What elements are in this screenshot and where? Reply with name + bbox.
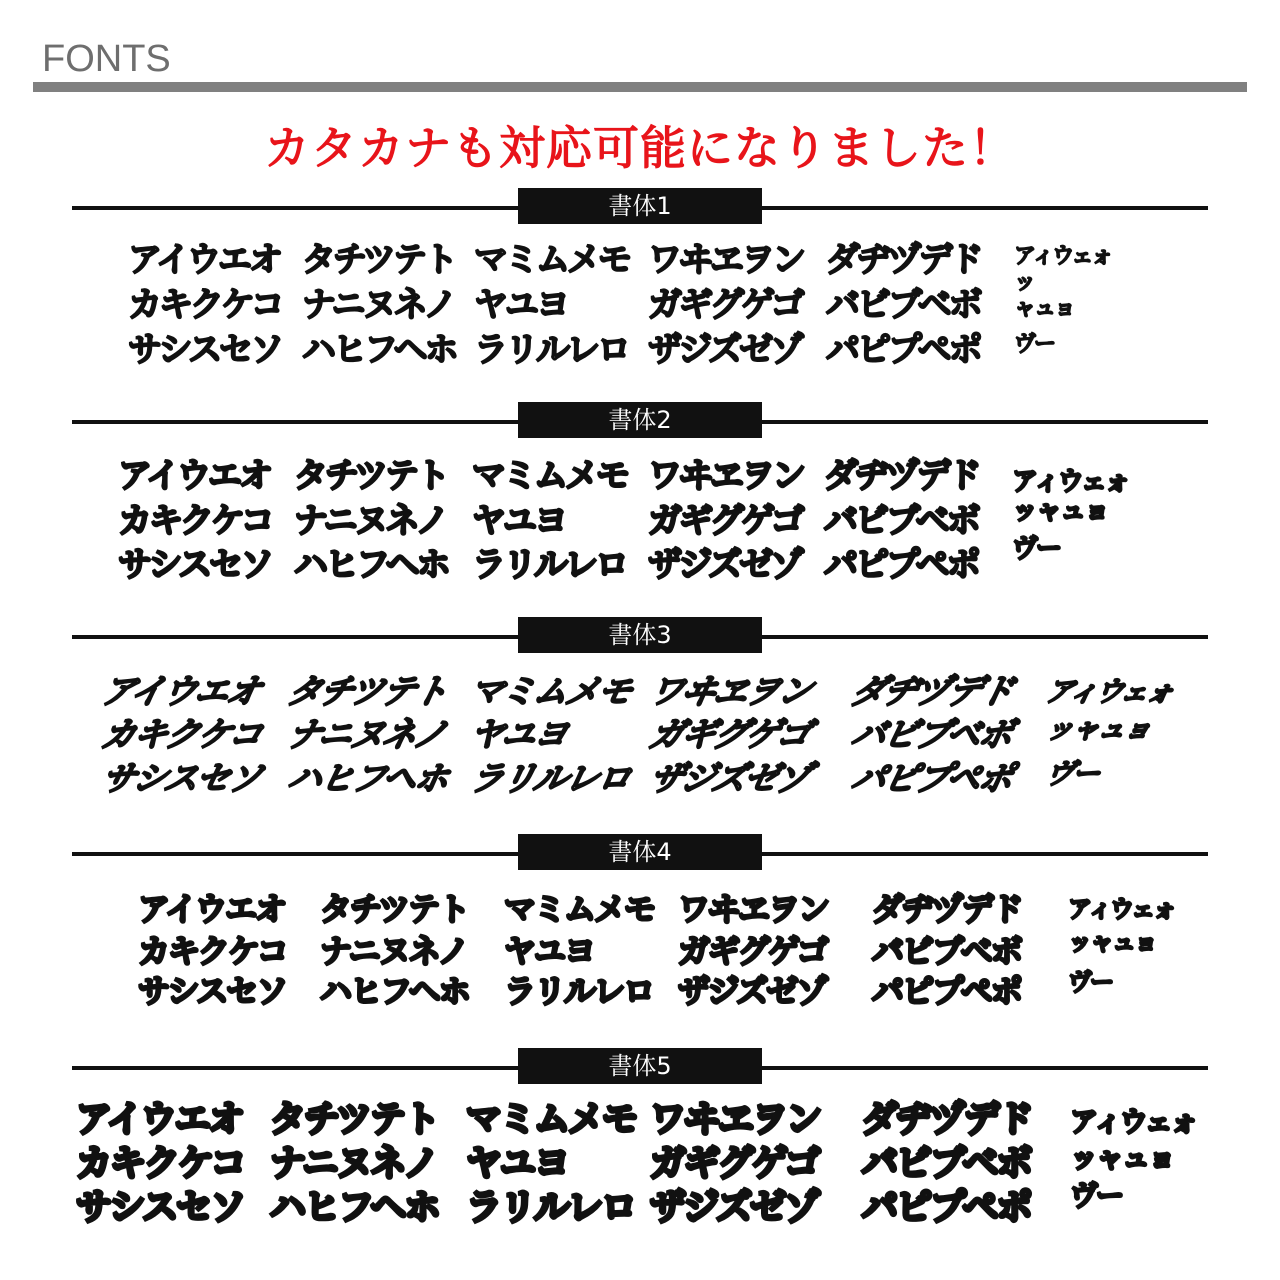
kana-sample: ハヒフヘホ bbox=[294, 545, 448, 585]
kana-sample: ガギグゲゴ bbox=[648, 285, 802, 325]
kana-sample: ナニヌネノ bbox=[302, 285, 455, 325]
kana-sample: ナニヌネノ bbox=[270, 1143, 438, 1184]
kana-sample: ッャュョ bbox=[1042, 712, 1154, 745]
section-label: 書体5 bbox=[518, 1048, 762, 1084]
kana-sample: ッ bbox=[1014, 270, 1035, 295]
section-label: 書体3 bbox=[518, 617, 762, 653]
kana-sample: ダヂヅデド bbox=[826, 240, 981, 280]
kana-sample: ラリルレロ bbox=[504, 972, 654, 1010]
kana-sample: パピプペポ bbox=[824, 545, 978, 585]
kana-sample: ワヰヱヲン bbox=[678, 890, 829, 928]
kana-sample: タチツテト bbox=[294, 456, 447, 496]
kana-sample: タチツテト bbox=[270, 1099, 438, 1140]
kana-sample: カキクケコ bbox=[138, 932, 287, 970]
kana-sample: サシスセソ bbox=[138, 972, 287, 1010]
kana-sample: ヤユヨ bbox=[474, 285, 567, 325]
kana-sample: ヴー bbox=[1068, 968, 1112, 996]
kana-sample: タチツテト bbox=[283, 672, 451, 712]
kana-sample: サシスセソ bbox=[128, 330, 282, 370]
kana-sample: アイウエオ bbox=[128, 240, 280, 280]
kana-sample: ザジズゼゾ bbox=[678, 972, 827, 1010]
kana-sample: タチツテト bbox=[302, 240, 455, 280]
kana-sample: ヤユヨ bbox=[504, 932, 595, 970]
section-label: 書体2 bbox=[518, 402, 762, 438]
kana-sample: ザジズゼゾ bbox=[650, 1187, 819, 1228]
kana-sample: アイウエオ bbox=[76, 1099, 243, 1140]
kana-sample: マミムメモ bbox=[474, 240, 629, 280]
kana-sample: パピプペポ bbox=[826, 330, 980, 370]
kana-sample: ラリルレロ bbox=[465, 759, 634, 799]
kana-sample: ッャュョ bbox=[1012, 496, 1109, 526]
kana-sample: ヴー bbox=[1070, 1179, 1123, 1212]
kana-sample: ッャュョ bbox=[1070, 1141, 1175, 1174]
kana-sample: ハヒフヘホ bbox=[270, 1187, 439, 1228]
kana-sample: サシスセソ bbox=[97, 759, 265, 799]
kana-sample: ャュョ bbox=[1014, 296, 1075, 321]
kana-sample: パピプペポ bbox=[847, 759, 1015, 799]
kana-sample: ガギグゲゴ bbox=[650, 1143, 819, 1184]
kana-sample: アイウエオ bbox=[138, 890, 286, 928]
kana-sample: パピプペポ bbox=[872, 972, 1021, 1010]
kana-sample: アイウエオ bbox=[118, 456, 270, 496]
kana-sample: ヴー bbox=[1012, 534, 1061, 564]
kana-sample: ハヒフヘホ bbox=[320, 972, 469, 1010]
kana-sample: サシスセソ bbox=[118, 545, 272, 585]
kana-sample: ワヰヱヲン bbox=[648, 240, 803, 280]
section-label: 書体4 bbox=[518, 834, 762, 870]
kana-sample: ワヰヱヲン bbox=[650, 1099, 821, 1140]
kana-sample: タチツテト bbox=[320, 890, 469, 928]
kana-sample: ガギグゲゴ bbox=[645, 715, 813, 755]
kana-sample: バビブベボ bbox=[847, 715, 1015, 755]
kana-sample: ザジズゼゾ bbox=[645, 759, 813, 799]
kana-sample: ヴー bbox=[1014, 332, 1055, 357]
kana-sample: ガギグゲゴ bbox=[648, 501, 802, 541]
kana-sample: ワヰヱヲン bbox=[645, 672, 815, 712]
header-divider bbox=[33, 82, 1247, 92]
kana-sample: バビブベボ bbox=[824, 501, 978, 541]
kana-sample: ラリルレロ bbox=[472, 545, 627, 585]
kana-sample: ヤユヨ bbox=[465, 715, 571, 755]
kana-sample: ラリルレロ bbox=[466, 1187, 636, 1228]
kana-sample: サシスセソ bbox=[76, 1187, 245, 1228]
kana-sample: カキクケコ bbox=[76, 1143, 245, 1184]
kana-sample: ダヂヅデド bbox=[872, 890, 1022, 928]
kana-sample: ラリルレロ bbox=[474, 330, 629, 370]
kana-sample: ハヒフヘホ bbox=[283, 759, 451, 799]
kana-sample: マミムメモ bbox=[472, 456, 627, 496]
kana-sample: ヴー bbox=[1042, 757, 1102, 790]
kana-sample: ナニヌネノ bbox=[294, 501, 447, 541]
kana-sample: マミムメモ bbox=[466, 1099, 637, 1140]
kana-sample: ダヂヅデド bbox=[824, 456, 979, 496]
kana-sample: ワヰヱヲン bbox=[648, 456, 803, 496]
section-label: 書体1 bbox=[518, 188, 762, 224]
kana-sample: ザジズゼゾ bbox=[648, 545, 802, 585]
kana-sample: アィウェォ bbox=[1042, 675, 1177, 708]
kana-sample: マミムメモ bbox=[504, 890, 655, 928]
kana-sample: アィウェォ bbox=[1070, 1105, 1197, 1138]
kana-sample: パピプペポ bbox=[862, 1187, 1031, 1228]
kana-sample: マミムメモ bbox=[465, 672, 635, 712]
kana-sample: カキクケコ bbox=[128, 285, 282, 325]
kana-sample: ハヒフヘホ bbox=[302, 330, 456, 370]
headline: カタカナも対応可能になりました！ bbox=[264, 121, 1016, 175]
kana-sample: バビブベボ bbox=[862, 1143, 1031, 1184]
kana-sample: ナニヌネノ bbox=[320, 932, 468, 970]
kana-sample: アィウェォ bbox=[1012, 467, 1129, 497]
kana-sample: アィウェォ bbox=[1068, 895, 1176, 923]
kana-sample: ガギグゲゴ bbox=[678, 932, 827, 970]
page-title: FONTS bbox=[42, 38, 171, 80]
kana-sample: ダヂヅデド bbox=[862, 1099, 1032, 1140]
kana-sample: ナニヌネノ bbox=[283, 715, 450, 755]
kana-sample: ヤユヨ bbox=[466, 1143, 569, 1184]
kana-sample: ッャュョ bbox=[1068, 928, 1156, 956]
kana-sample: バビブベボ bbox=[826, 285, 980, 325]
kana-sample: ダヂヅデド bbox=[847, 672, 1016, 712]
kana-sample: カキクケコ bbox=[118, 501, 272, 541]
kana-sample: アイウエオ bbox=[97, 672, 264, 712]
kana-sample: アィウェォ bbox=[1014, 244, 1112, 269]
kana-sample: ザジズゼゾ bbox=[648, 330, 802, 370]
kana-sample: ヤユヨ bbox=[472, 501, 565, 541]
kana-sample: カキクケコ bbox=[97, 715, 265, 755]
kana-sample: バビブベボ bbox=[872, 932, 1021, 970]
